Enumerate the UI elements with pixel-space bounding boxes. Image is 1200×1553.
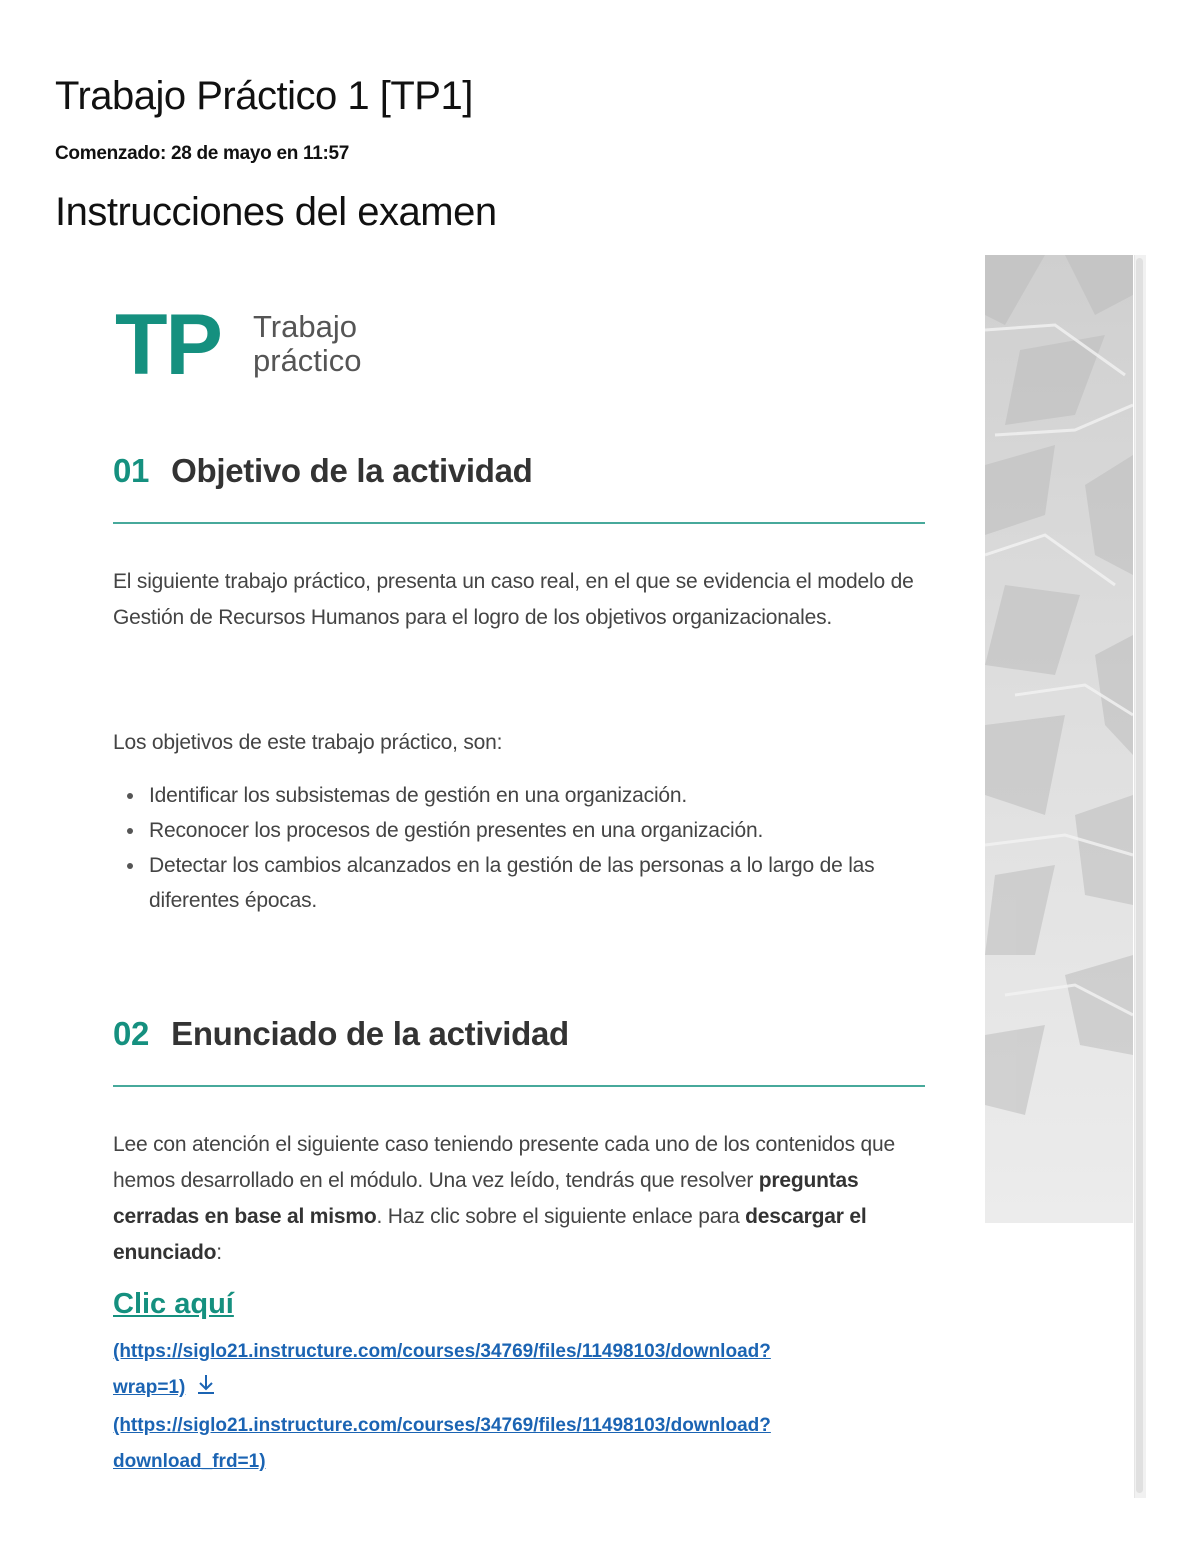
paragraph-bold-text: descargar el enunciado — [113, 1205, 867, 1264]
list-item: Detectar los cambios alcanzados en la gestión de las personas a lo largo de las diferentes épocas. — [113, 848, 925, 918]
section-1-title: Objetivo de la actividad — [171, 452, 533, 489]
paragraph-text: . Haz clic sobre el siguiente enlace para — [376, 1205, 746, 1228]
instructions-title: Instrucciones del examen — [55, 190, 497, 234]
architecture-pattern — [985, 255, 1133, 1223]
download-arrow-icon[interactable] — [195, 1372, 217, 1408]
paragraph-text: : — [216, 1241, 222, 1264]
url-text: (https://siglo21.instructure.com/courses/34769/files/11498103/download? — [113, 1415, 771, 1436]
list-item: Reconocer los procesos de gestión presentes en una organización. — [113, 813, 925, 848]
list-item: Identificar los subsistemas de gestión en una organización. — [113, 778, 925, 813]
objectives-intro: Los objetivos de este trabajo práctico, son: — [113, 731, 503, 754]
paragraph-text: Lee con atención el siguiente caso teniendo presente cada uno de los contenidos que hemos desarrollado en el módulo. Una vez leído, tendrás que resolver — [113, 1133, 895, 1192]
download-links — [113, 1334, 913, 1480]
objectives-list — [113, 778, 925, 918]
decorative-architecture-image — [985, 255, 1133, 1223]
section-2-divider — [113, 1085, 925, 1087]
logo-wordmark — [253, 310, 362, 378]
started-timestamp: Comenzado: 28 de mayo en 11:57 — [55, 143, 350, 164]
url-text: (https://siglo21.instructure.com/courses/34769/files/11498103/download? — [113, 1341, 771, 1362]
paragraph-bold-text: preguntas cerradas en base al mismo — [113, 1169, 859, 1228]
section-2-heading — [113, 1015, 925, 1053]
logo-line-1: Trabajo — [253, 309, 357, 344]
scrollbar-thumb[interactable] — [1136, 258, 1143, 1493]
logo-line-2: práctico — [253, 343, 362, 378]
section-2-paragraph — [113, 1127, 925, 1271]
url-text: wrap=1) — [113, 1377, 186, 1398]
section-1-number: 01 — [113, 452, 150, 489]
section-2-number: 02 — [113, 1015, 150, 1052]
section-1-paragraph: El siguiente trabajo práctico, presenta un caso real, en el que se evidencia el modelo de Gestión de Recursos Humanos para el logro de los objetivos organizacionales. — [113, 570, 914, 629]
url-text: download_frd=1) — [113, 1451, 266, 1472]
page-title: Trabajo Práctico 1 [TP1] — [55, 74, 473, 118]
logo-mark: TP — [115, 297, 221, 393]
section-1-heading — [113, 452, 925, 490]
download-link-url[interactable] — [113, 1415, 771, 1472]
section-2-title: Enunciado de la actividad — [171, 1015, 569, 1052]
clic-aqui-link[interactable]: Clic aquí — [113, 1288, 234, 1320]
section-1-divider — [113, 522, 925, 524]
